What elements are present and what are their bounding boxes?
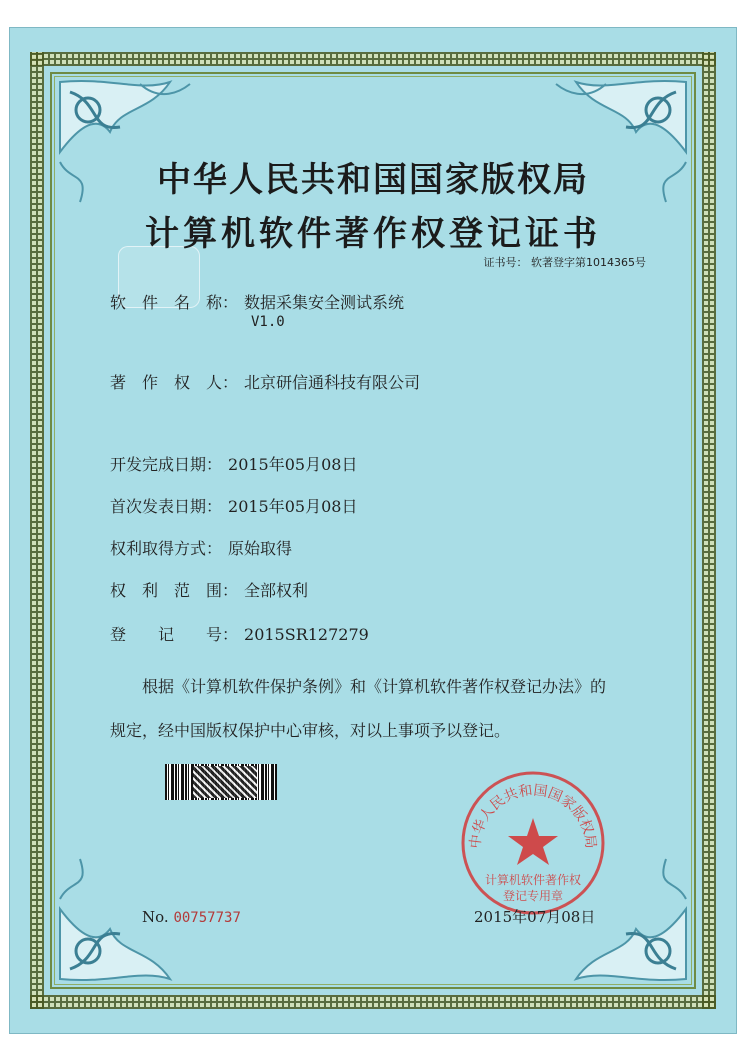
field-registration-number (110, 622, 369, 645)
field-label: 权 利 范 围： (110, 581, 239, 600)
field-value: 数据采集安全测试系统 (244, 293, 405, 312)
field-label: 权利取得方式： (110, 539, 223, 558)
field-label: 软 件 名 称： (110, 293, 239, 312)
certificate-number: 证书号： 软著登字第1014365号 (483, 256, 646, 269)
statement-line-2: 规定，经中国版权保护中心审核，对以上事项予以登记。 (110, 721, 511, 740)
field-completion-date (110, 452, 357, 475)
official-seal (458, 768, 608, 918)
field-value: 原始取得 (228, 539, 293, 558)
field-software-name (110, 290, 405, 330)
field-label: 开发完成日期： (110, 455, 223, 474)
svg-text:中华人民共和国国家版权局: 中华人民共和国国家版权局 (467, 782, 599, 850)
certificate-title: 计算机软件著作权登记证书 (145, 214, 601, 254)
barcode (165, 764, 277, 800)
serial-label: No. (142, 908, 169, 926)
serial-number (142, 908, 241, 926)
field-version: V1.0 (251, 314, 285, 330)
field-acquisition-method (110, 536, 292, 559)
svg-text:登记专用章: 登记专用章 (502, 889, 564, 903)
field-value: 北京研信通科技有限公司 (244, 373, 421, 392)
field-label: 著 作 权 人： (110, 373, 239, 392)
certificate (10, 28, 736, 1033)
field-label: 首次发表日期： (110, 497, 223, 516)
border-pattern-bottom (30, 995, 716, 1009)
field-value: 2015SR127279 (244, 625, 369, 644)
field-publish-date (110, 494, 357, 517)
border-pattern-top (30, 52, 716, 66)
field-value: 全部权利 (244, 581, 309, 600)
svg-text:计算机软件著作权: 计算机软件著作权 (484, 873, 582, 887)
field-copyright-owner (110, 370, 420, 393)
field-value: 2015年05月08日 (228, 455, 358, 474)
serial-value: 00757737 (173, 910, 241, 926)
field-label: 登 记 号： (110, 625, 239, 644)
field-rights-scope (110, 578, 308, 601)
field-value: 2015年05月08日 (228, 497, 358, 516)
issuer-title: 中华人民共和国国家版权局 (157, 160, 589, 200)
statement-line-1: 根据《计算机软件保护条例》和《计算机软件著作权登记办法》的 (142, 677, 607, 696)
qr-code (193, 766, 257, 798)
issue-date: 2015年07月08日 (474, 908, 596, 926)
